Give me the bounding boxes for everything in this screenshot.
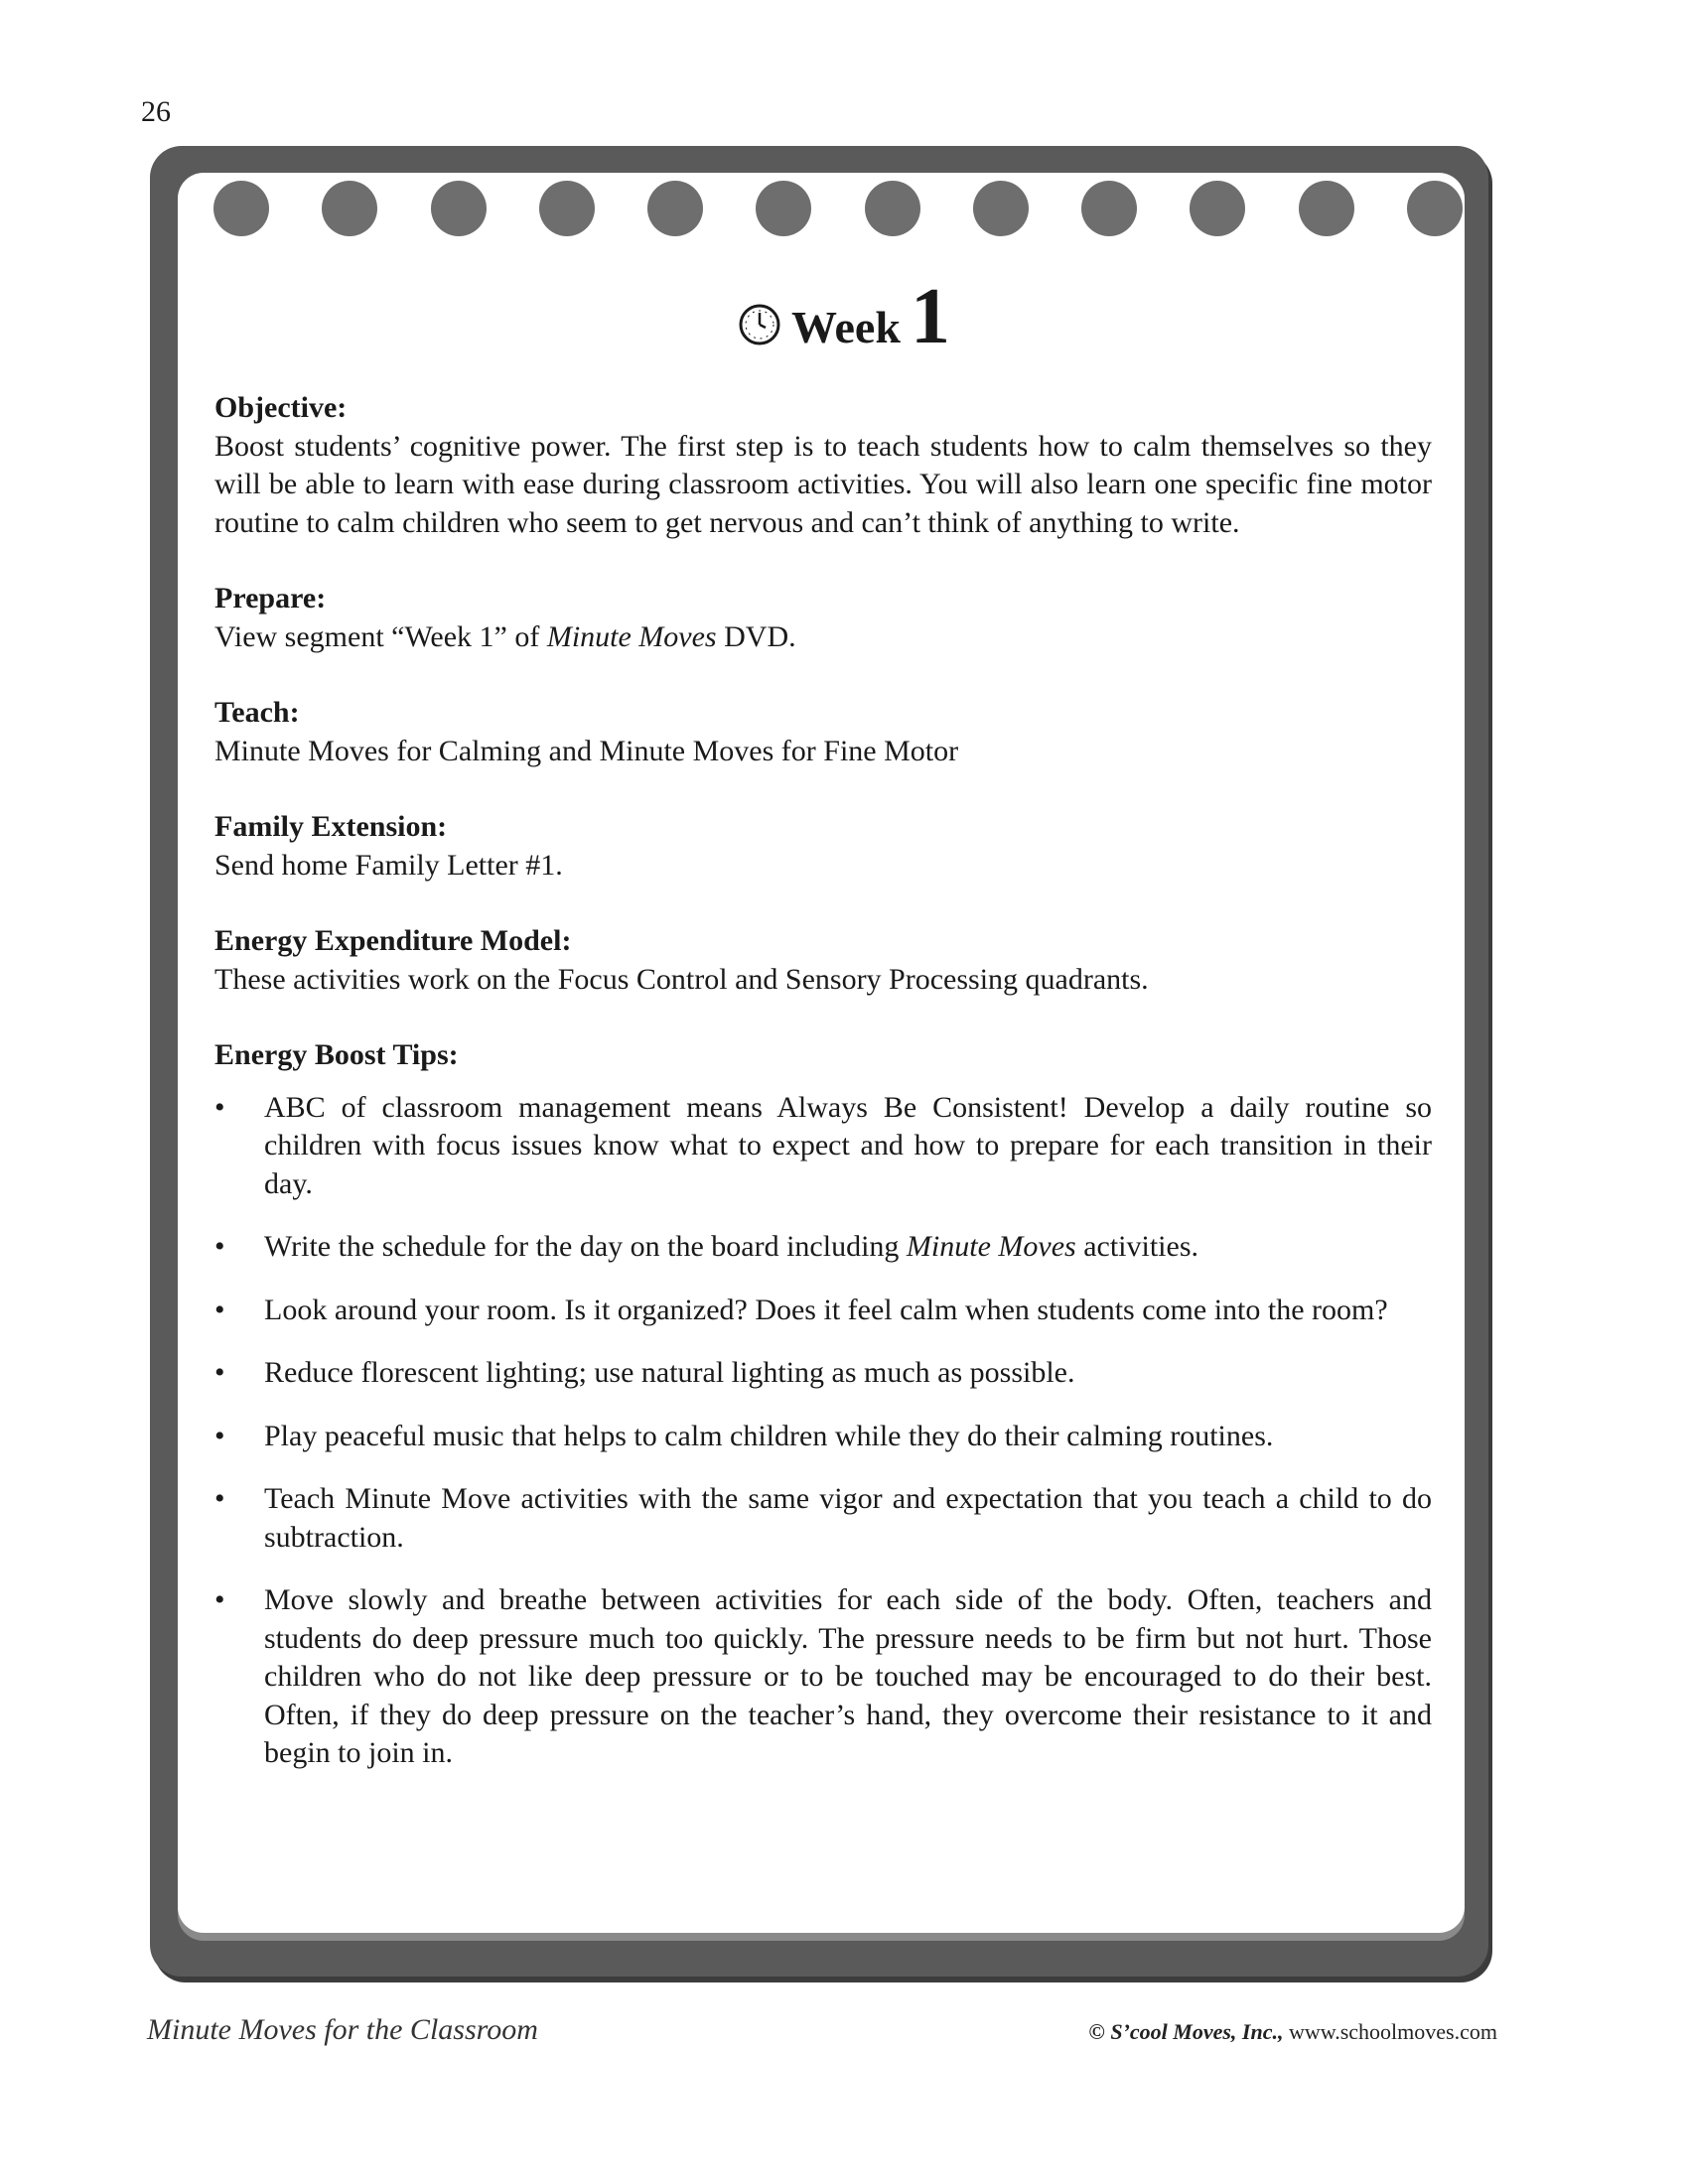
tip-text: ABC of classroom management means Always Be Consistent! Develop a daily routine so children with focus issues know what to expect and how to prepare for each transition in their day. xyxy=(264,1090,1432,1200)
tip-text-before: Write the schedule for the day on the board including xyxy=(264,1230,907,1263)
tips-section xyxy=(214,1036,1432,1773)
prepare-text xyxy=(214,618,1432,657)
clock-icon xyxy=(738,303,781,346)
objective-section xyxy=(214,389,1432,542)
family-heading: Family Extension: xyxy=(214,810,448,843)
binder-hole xyxy=(1081,181,1137,236)
tips-heading: Energy Boost Tips: xyxy=(214,1038,459,1071)
binder-hole xyxy=(322,181,377,236)
list-item xyxy=(214,1228,1432,1267)
bullet-icon: • xyxy=(214,1230,225,1263)
binder-hole xyxy=(756,181,811,236)
list-item xyxy=(214,1089,1432,1204)
title-number: 1 xyxy=(910,273,950,360)
footer-company: © S’cool Moves, Inc., xyxy=(1088,2019,1284,2044)
teach-section xyxy=(214,694,1432,770)
bullet-icon: • xyxy=(214,1419,225,1452)
tip-text: Reduce florescent lighting; use natural lighting as much as possible. xyxy=(264,1356,1075,1389)
tips-list xyxy=(214,1089,1432,1773)
binder-hole xyxy=(973,181,1029,236)
bullet-icon: • xyxy=(214,1583,225,1616)
bullet-icon: • xyxy=(214,1293,225,1326)
energy-model-heading: Energy Expenditure Model: xyxy=(214,924,572,957)
teach-heading: Teach: xyxy=(214,696,300,729)
binder-hole xyxy=(1299,181,1354,236)
binder-hole xyxy=(1190,181,1245,236)
footer-copyright xyxy=(1088,2019,1497,2045)
footer-url: www.schoolmoves.com xyxy=(1289,2019,1497,2044)
tip-text: Look around your room. Is it organized? Does it feel calm when students come into the room? xyxy=(264,1293,1388,1326)
family-text: Send home Family Letter #1. xyxy=(214,848,563,882)
tip-text: Move slowly and breathe between activities for each side of the body. Often, teachers and students do deep pressure much too quickly. The pressure needs to be firm but not hurt. Those children who do not like deep pressure or to be touched may be encouraged to do their best. Often, if they do deep pressure on the teacher’s hand, they overcome their resistance to it and begin to join in. xyxy=(264,1583,1432,1769)
list-item xyxy=(214,1581,1432,1773)
title-word: Week xyxy=(791,302,901,352)
page-title xyxy=(0,272,1688,362)
binder-hole xyxy=(1407,181,1463,236)
tip-text-italic: Minute Moves xyxy=(906,1230,1076,1263)
objective-heading: Objective: xyxy=(214,391,348,424)
energy-model-text: These activities work on the Focus Control and Sensory Processing quadrants. xyxy=(214,962,1149,996)
energy-model-section xyxy=(214,922,1432,999)
list-item xyxy=(214,1292,1432,1330)
bullet-icon: • xyxy=(214,1482,225,1515)
list-item xyxy=(214,1480,1432,1557)
footer-book-title: Minute Moves for the Classroom xyxy=(147,2013,538,2046)
tip-text-after: activities. xyxy=(1075,1230,1198,1263)
objective-text: Boost students’ cognitive power. The first step is to teach students how to calm themselves so they will be able to learn with ease during classroom activities. You will also learn one specific fine motor routine to calm children who seem to get nervous and can’t think of anything to write. xyxy=(214,429,1432,539)
binder-holes xyxy=(213,181,1463,238)
teach-text: Minute Moves for Calming and Minute Moves for Fine Motor xyxy=(214,734,959,767)
prepare-section xyxy=(214,580,1432,656)
prepare-text-before: View segment “Week 1” of xyxy=(214,619,547,653)
binder-hole xyxy=(647,181,703,236)
binder-hole xyxy=(431,181,487,236)
list-item xyxy=(214,1418,1432,1456)
prepare-text-after: DVD. xyxy=(716,619,796,653)
bullet-icon: • xyxy=(214,1356,225,1389)
family-section xyxy=(214,808,1432,885)
binder-hole xyxy=(539,181,595,236)
page-number: 26 xyxy=(141,95,171,128)
bullet-icon: • xyxy=(214,1090,225,1124)
prepare-heading: Prepare: xyxy=(214,582,327,614)
tip-text: Play peaceful music that helps to calm children while they do their calming routines. xyxy=(264,1419,1274,1452)
prepare-text-italic: Minute Moves xyxy=(546,619,717,653)
content xyxy=(214,389,1432,1811)
tip-text: Teach Minute Move activities with the same vigor and expectation that you teach a child to do subtraction. xyxy=(264,1482,1432,1554)
binder-hole xyxy=(865,181,920,236)
list-item xyxy=(214,1354,1432,1393)
binder-hole xyxy=(213,181,269,236)
